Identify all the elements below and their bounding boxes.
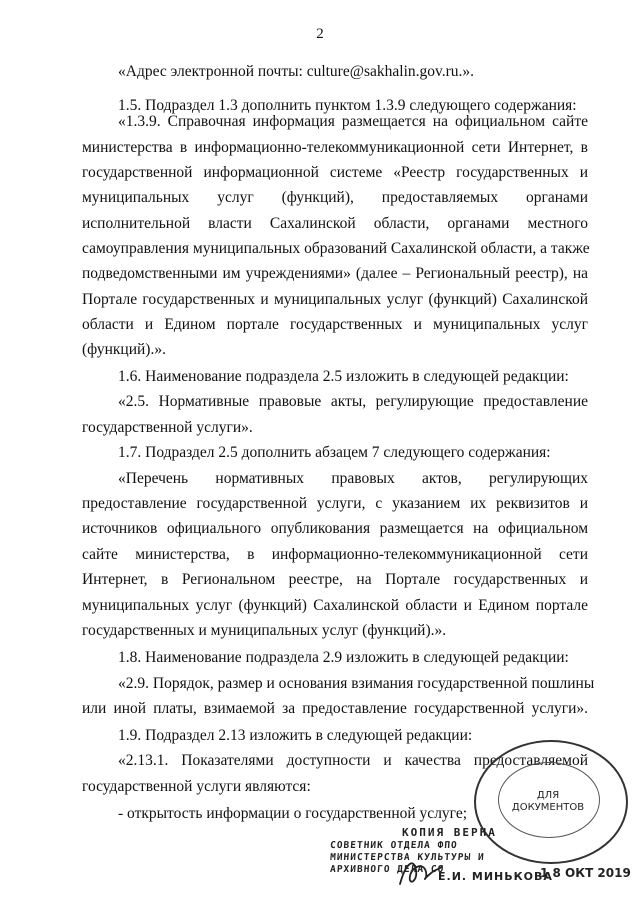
copy-stamp-line: АРХИВНОГО ДЕЛА СО [329, 864, 445, 875]
paragraph-line: (функций).». [82, 341, 166, 358]
signer-name: Е.И. МИНЬКОВА [438, 870, 553, 883]
copy-stamp-line: МИНИСТЕРСТВА КУЛЬТУРЫ И [329, 852, 485, 863]
page-number: 2 [316, 26, 324, 42]
paragraph-line: государственной услуги являются: [82, 778, 311, 795]
paragraph-line: исполнительной власти Сахалинской области, органами местного [82, 215, 588, 232]
paragraph-line: самоуправления муниципальных образований Сахалинской области, а также [82, 240, 590, 257]
paragraph-line: сайте министерства, в информационно-телекоммуникационной сети [82, 546, 588, 563]
copy-stamp-title: КОПИЯ ВЕРНА [402, 826, 497, 839]
date-stamp: 1 8 ОКТ 2019 [540, 866, 631, 880]
paragraph-line: предоставление государственной услуги, с указанием их реквизитов и [82, 495, 588, 512]
paragraph-line: источников официального опубликования размещается на официальном [82, 520, 588, 537]
paragraph-line: 1.7. Подраздел 2.5 дополнить абзацем 7 следующего содержания: [118, 444, 551, 461]
paragraph-line: 1.9. Подраздел 2.13 изложить в следующей редакции: [118, 727, 473, 744]
paragraph-line: 1.6. Наименование подраздела 2.5 изложить в следующей редакции: [118, 368, 569, 385]
paragraph-line: «2.13.1. Показателями доступности и качества предоставляемой [118, 752, 588, 769]
paragraph-line: муниципальных услуг (функций) Сахалинской области и Едином портале [82, 597, 588, 614]
seal-text: ДЛЯ ДОКУМЕНТОВ [511, 790, 585, 813]
paragraph-line: «1.3.9. Справочная информация размещается на официальном сайте [118, 113, 588, 130]
paragraph-line: области и Едином портале государственных и муниципальных услуг [82, 316, 588, 333]
paragraph-line: «Перечень нормативных правовых актов, регулирующих [118, 470, 588, 487]
copy-stamp-line: СОВЕТНИК ОТДЕЛА ФПО [329, 840, 459, 851]
paragraph-line: «2.9. Порядок, размер и основания взимания государственной пошлины [118, 675, 595, 692]
paragraph-line: государственных и муниципальных услуг (функций).». [82, 622, 447, 639]
paragraph-line: государственной информационной системе «Реестр государственных и [82, 164, 588, 181]
paragraph-line: 1.5. Подраздел 1.3 дополнить пунктом 1.3.9 следующего содержания: [118, 97, 577, 114]
paragraph-line: - открытость информации о государственной услуге; [118, 805, 468, 822]
paragraph-line: или иной платы, взимаемой за предоставление государственной услуги». [82, 700, 588, 717]
paragraph-line: «Адрес электронной почты: culture@sakhalin.gov.ru.». [118, 63, 475, 80]
paragraph-line: подведомственными им учреждениями» (далее – Региональный реестр), на [82, 265, 588, 282]
paragraph-line: муниципальных услуг (функций), предоставляемых органами [82, 189, 588, 206]
paragraph-line: Интернет, в Региональном реестре, на Портале государственных и [82, 571, 588, 588]
paragraph-line: министерства в информационно-телекоммуникационной сети Интернет, в [82, 139, 588, 156]
paragraph-line: «2.5. Нормативные правовые акты, регулирующие предоставление [118, 393, 588, 410]
paragraph-line: Портале государственных и муниципальных услуг (функций) Сахалинской [82, 291, 588, 308]
paragraph-line: государственной услуги». [82, 419, 253, 436]
paragraph-line: 1.8. Наименование подраздела 2.9 изложить в следующей редакции: [118, 649, 569, 666]
